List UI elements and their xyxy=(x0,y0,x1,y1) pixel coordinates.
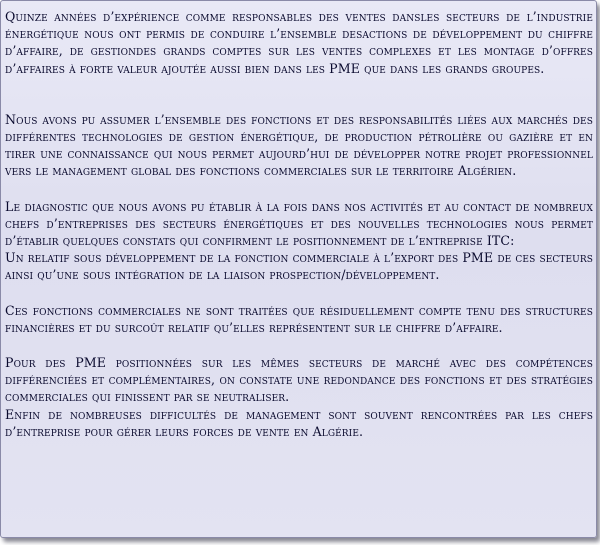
paragraph-spacer xyxy=(5,336,593,354)
paragraph-spacer xyxy=(5,284,593,302)
paragraph-underdevelopment: Un relatif sous développement de la fonction commerciale à l’export des PME de ces secteurs ainsi qu’une sous intégration de la liaison prospection/développement. xyxy=(5,250,593,283)
paragraph-residual-functions: Ces fonctions commerciales ne sont traitées que résiduellement compte tenu des structures financières et du surcoût relatif qu’elles représentent sur le chiffre d’affaire. xyxy=(5,302,593,335)
paragraph-management: Enfin de nombreuses difficultés de management sont souvent rencontrées par les chefs d’entreprise pour gérer leurs forces de vente en Algérie. xyxy=(5,406,593,439)
paragraph-spacer xyxy=(5,77,593,111)
paragraph-redundancy: Pour des PME positionnées sur les mêmes secteurs de marché avec des compétences différenciées et complémentaires, on constate une redondance des fonctions et des stratégies commerciales qui finissent par se neutraliser. xyxy=(5,355,593,405)
paragraph-functions: Nous avons pu assumer l’ensemble des fonctions et des responsabilités liées aux marchés des différentes technologies de gestion énergétique, de production pétrolière ou gazière et en tirer une connaissance qui nous permet aujourd’hui de développer notre projet professionnel vers le management global des fonctions commerciales sur le territoire Algérien. xyxy=(5,111,593,179)
paragraph-experience: Quinze années d’expérience comme responsables des ventes dansles secteurs de l’industrie énergétique nous ont permis de conduire l’ensemble desactions de développement du chiffre d’affaire, de gestiondes grands comptes sur les ventes complexes et les montage d’offres d’affaires à forte valeur ajoutée aussi bien dans les PME que dans les grands groupes. xyxy=(5,9,593,76)
paragraph-diagnostic: Le diagnostic que nous avons pu établir à la fois dans nos activités et au contact de nombreux chefs d’entreprises des secteurs énergétiques et des nouvelles technologies nous permet d’établir quelques constats qui confirment le positionnement de l’entreprise ITC: xyxy=(5,198,593,249)
paragraph-spacer xyxy=(5,180,593,198)
